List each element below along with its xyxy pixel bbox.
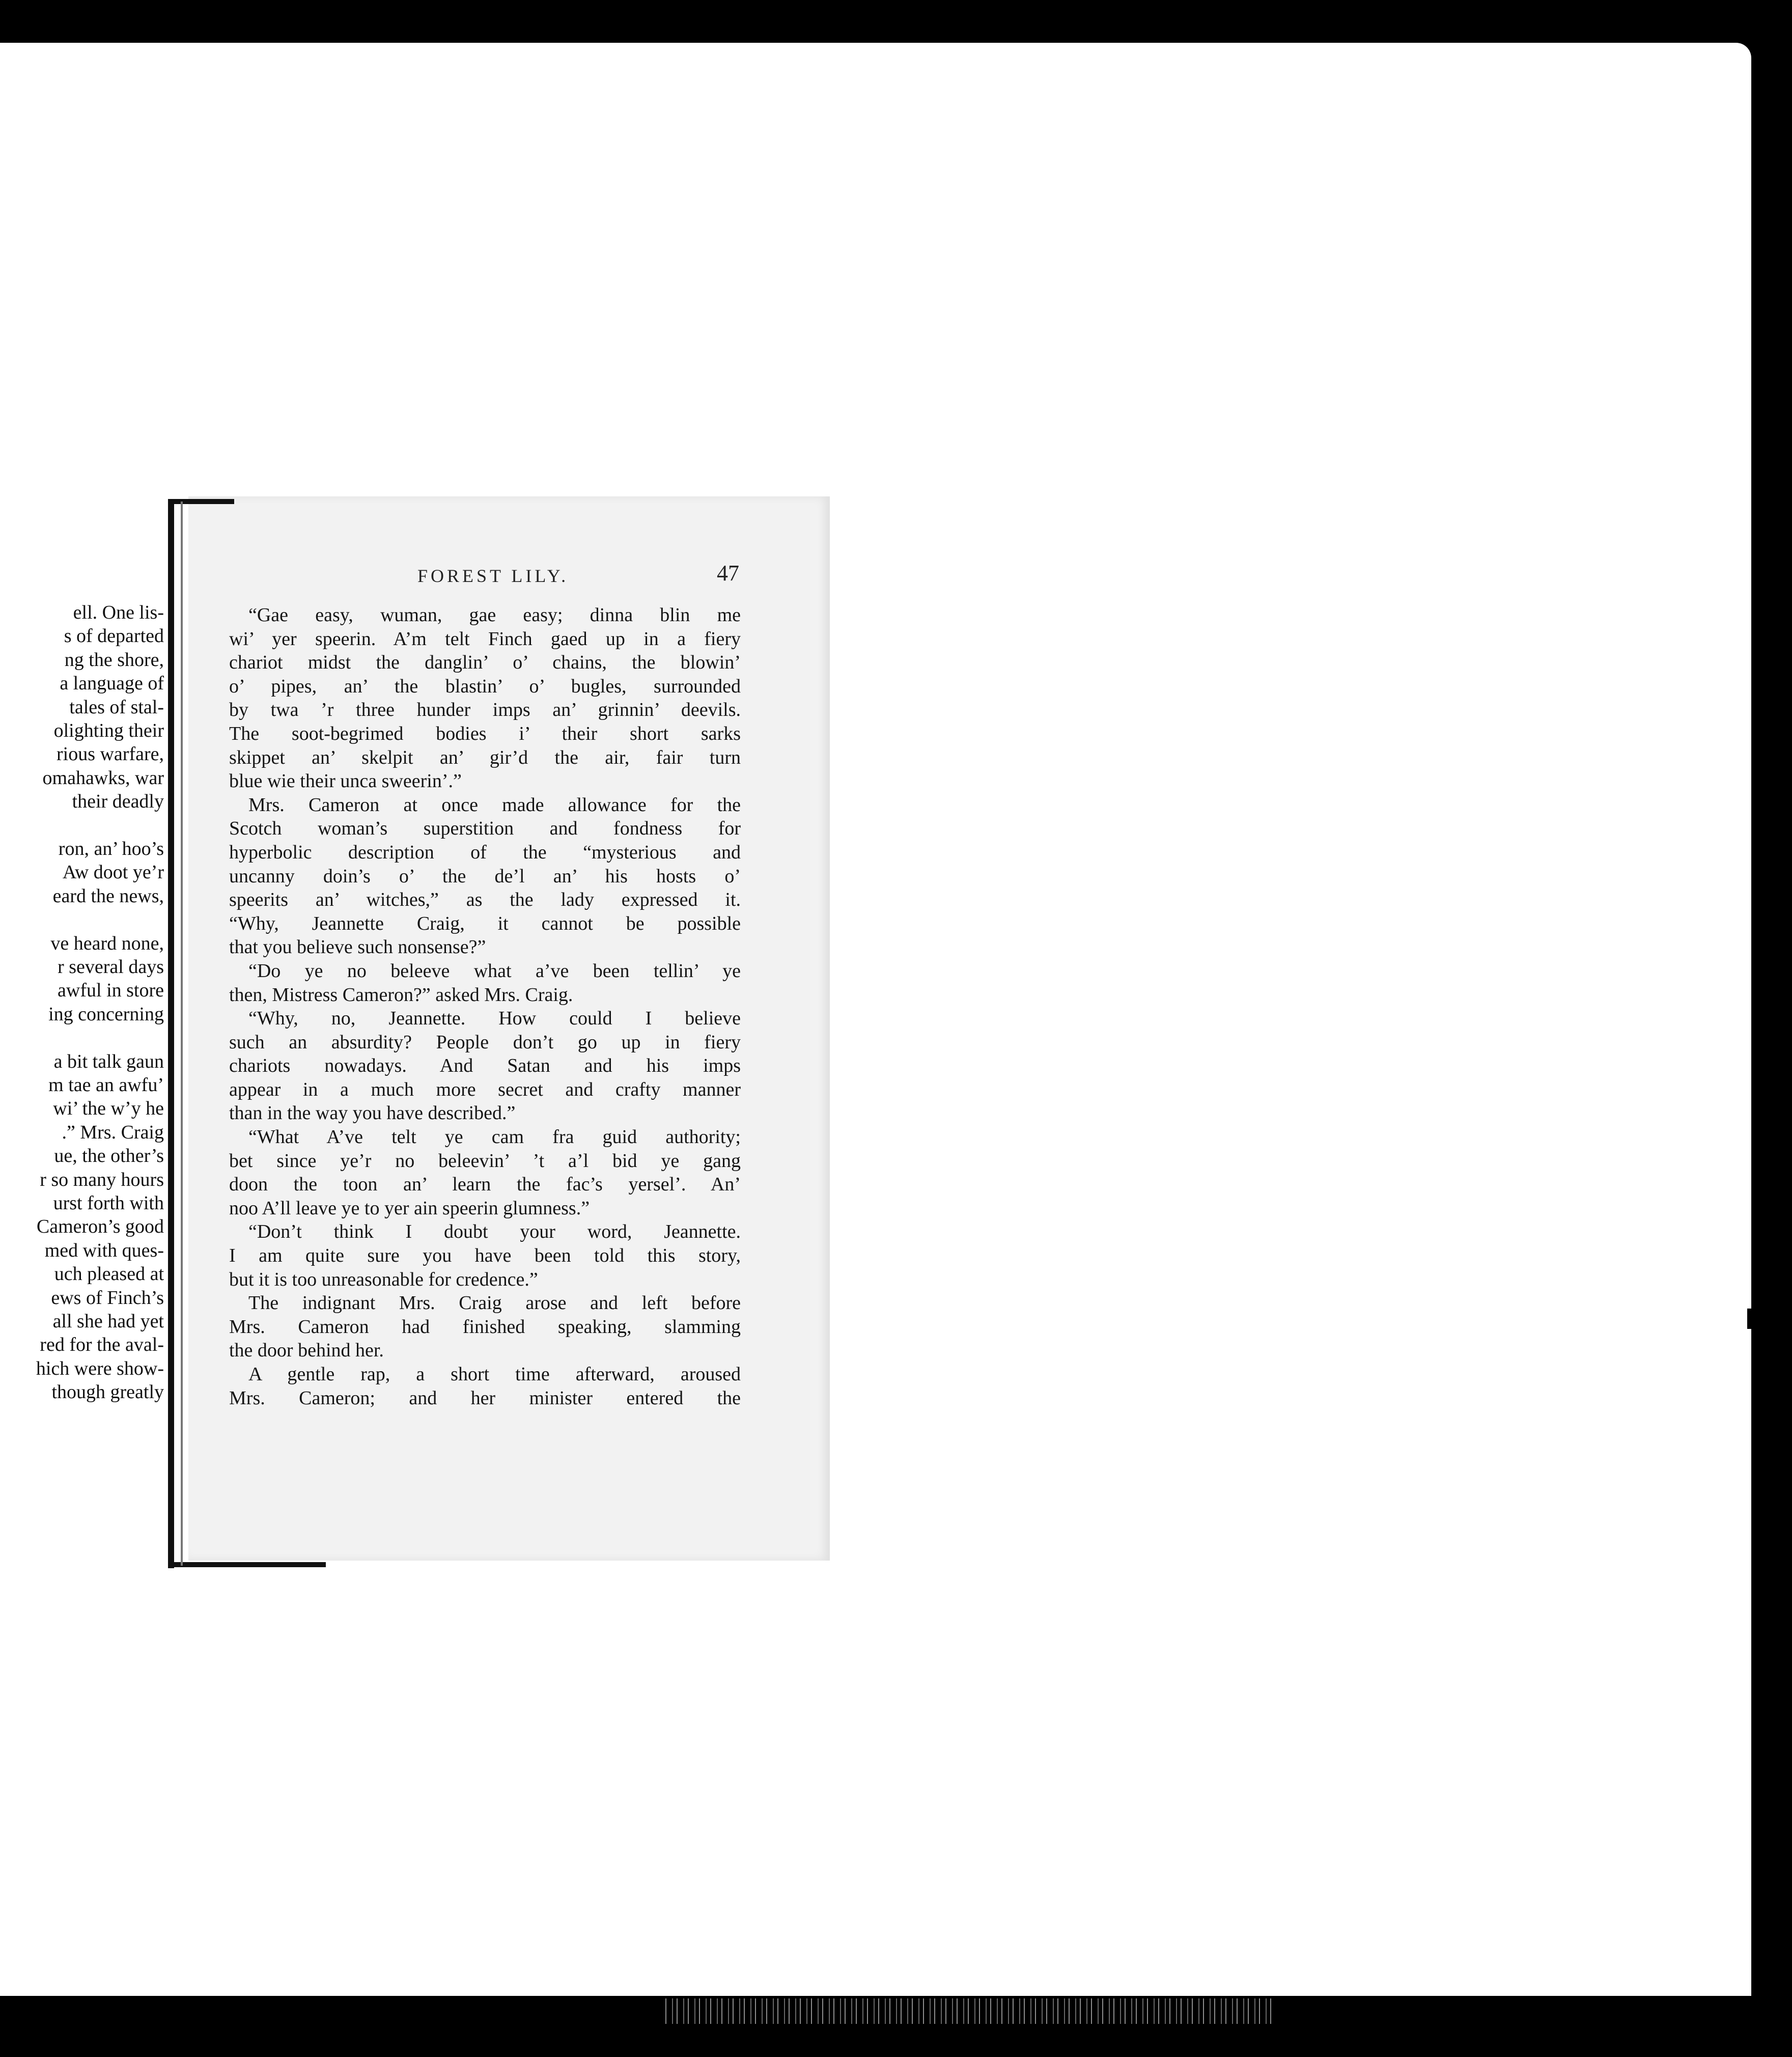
fragment-line: tales of stal-: [69, 696, 164, 718]
fragment-line: med with ques-: [44, 1239, 164, 1261]
fragment-line: .” Mrs. Craig: [62, 1121, 164, 1143]
fragment-line: Aw doot ye’r: [62, 861, 164, 883]
binding-top-edge: [168, 499, 234, 504]
fragment-line: wi’ the w’y he: [53, 1098, 164, 1120]
fragment-line: ews of Finch’s: [51, 1287, 164, 1309]
text-line: the door behind her.: [229, 1340, 384, 1361]
text-line: “Gae easy, wuman, gae easy; dinna blin me: [248, 604, 741, 626]
page-body: [229, 603, 741, 1410]
page-number: 47: [717, 561, 739, 586]
text-line: such an absurdity? People don’t go up in fiery: [229, 1031, 741, 1053]
text-line: chariot midst the danglin’ o’ chains, the blowin’: [229, 652, 741, 674]
scan-right-border: [1751, 43, 1792, 2057]
binding-inner-edge: [181, 502, 183, 1566]
text-line: noo A’ll leave ye to yer ain speerin glumness.”: [229, 1197, 590, 1219]
text-line: Scotch woman’s superstition and fondness for: [229, 818, 741, 840]
text-line: I am quite sure you have been told this story,: [229, 1245, 741, 1267]
fragment-line: ell. One lis-: [73, 602, 164, 623]
text-line: Mrs. Cameron; and her minister entered the: [229, 1387, 741, 1409]
fragment-line: ing concerning: [48, 1003, 164, 1025]
fragment-line: Cameron’s good: [36, 1216, 164, 1238]
fragment-line: ron, an’ hoo’s: [58, 838, 164, 859]
fragment-line: a bit talk gaun: [53, 1050, 164, 1072]
fragment-line: s of departed: [64, 625, 164, 647]
text-line: “Why, Jeannette Craig, it cannot be possible: [229, 912, 741, 934]
fragment-line: eard the news,: [52, 885, 164, 907]
fragment-line: a language of: [60, 673, 164, 694]
text-line: appear in a much more secret and crafty manner: [229, 1078, 741, 1100]
fragment-line: all she had yet: [52, 1311, 164, 1332]
text-line: The soot-begrimed bodies i’ their short sarks: [229, 722, 741, 744]
fragment-line: hich were show-: [36, 1357, 164, 1379]
scan-noise: [662, 1998, 1273, 2024]
text-line: blue wie their unca sweerin’.”: [229, 770, 462, 792]
text-line: by twa ’r three hunder imps an’ grinnin’ deevils.: [229, 699, 741, 721]
text-line: wi’ yer speerin. A’m telt Finch gaed up in a fiery: [229, 628, 741, 650]
text-line: “What A’ve telt ye cam fra guid authority;: [248, 1126, 741, 1148]
edge-mark: [1747, 1309, 1754, 1329]
text-line: Mrs. Cameron had finished speaking, slamming: [229, 1316, 741, 1338]
fragment-line: though greatly: [51, 1381, 164, 1403]
text-line: skippet an’ skelpit an’ gir’d the air, fair turn: [229, 746, 741, 768]
binding-shadow: [168, 499, 174, 1568]
text-line: uncanny doin’s o’ the de’l an’ his hosts o’: [229, 865, 741, 887]
text-line: doon the toon an’ learn the fac’s yersel’. An’: [229, 1174, 741, 1196]
text-line: o’ pipes, an’ the blastin’ o’ bugles, surrounded: [229, 675, 741, 697]
text-line: that you believe such nonsense?”: [229, 936, 486, 958]
text-line: “Do ye no beleeve what a’ve been tellin’ ye: [248, 960, 741, 982]
text-line: “Why, no, Jeannette. How could I believe: [248, 1008, 741, 1030]
fragment-line: r so many hours: [40, 1169, 164, 1190]
fragment-line: awful in store: [58, 980, 164, 1002]
text-line: bet since ye’r no beleevin’ ’t a’l bid ye gang: [229, 1150, 741, 1172]
fragment-line: their deadly: [72, 791, 164, 813]
text-line: Mrs. Cameron at once made allowance for the: [248, 794, 741, 816]
fragment-line: ve heard none,: [50, 932, 164, 954]
fragment-line: uch pleased at: [54, 1263, 164, 1285]
text-line: then, Mistress Cameron?” asked Mrs. Craig.: [229, 984, 573, 1006]
text-line: hyperbolic description of the “mysterious and: [229, 841, 741, 863]
text-line: than in the way you have described.”: [229, 1102, 516, 1124]
fragment-line: olighting their: [53, 720, 164, 741]
fragment-line: r several days: [58, 956, 164, 978]
text-line: speerits an’ witches,” as the lady expressed it.: [229, 889, 741, 911]
fragment-line: m tae an awfu’: [48, 1074, 164, 1096]
fragment-line: rious warfare,: [56, 743, 164, 765]
previous-page-fragment: [0, 601, 168, 1441]
fragment-line: ue, the other’s: [54, 1145, 164, 1167]
running-head: FOREST LILY.: [417, 566, 569, 586]
scan-top-border: [0, 0, 1792, 43]
text-line: “Don’t think I doubt your word, Jeannette.: [248, 1221, 741, 1243]
text-line: but it is too unreasonable for credence.”: [229, 1268, 538, 1290]
text-line: A gentle rap, a short time afterward, aroused: [248, 1364, 741, 1385]
binding-bottom-edge: [168, 1562, 326, 1567]
fragment-line: urst forth with: [53, 1192, 164, 1214]
fragment-line: omahawks, war: [42, 767, 164, 789]
text-line: chariots nowadays. And Satan and his imps: [229, 1055, 741, 1077]
text-line: The indignant Mrs. Craig arose and left before: [248, 1292, 741, 1314]
fragment-line: ng the shore,: [64, 649, 164, 671]
fragment-line: red for the aval-: [40, 1334, 164, 1356]
